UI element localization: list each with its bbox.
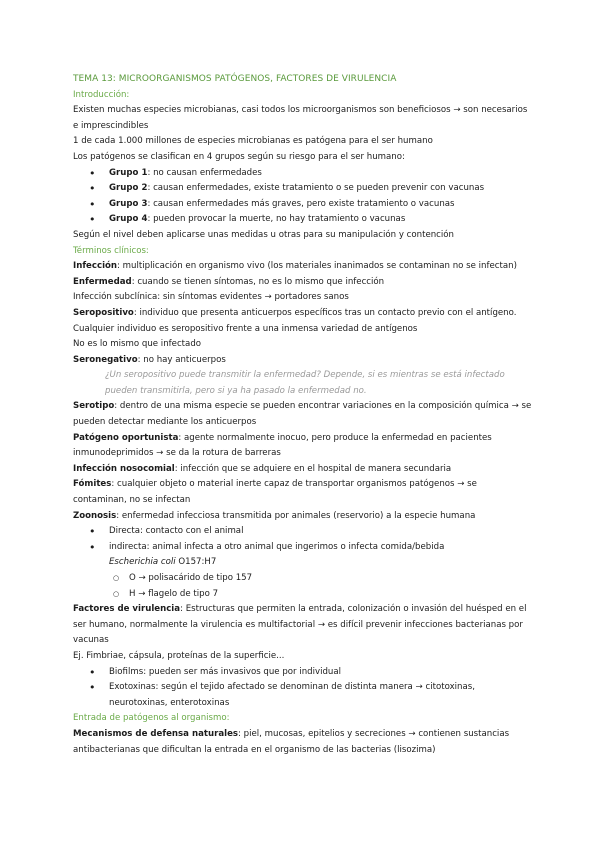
list-item: ○ O → polisacárido de tipo 157 <box>73 571 533 587</box>
intro-paragraph-4: Según el nivel deben aplicarse unas medidas u otras para su manipulación y contención <box>73 229 454 240</box>
list-item: ○ H → flagelo de tipo 7 <box>73 587 533 603</box>
list-item: • Directa: contacto con el animal <box>73 524 533 540</box>
ecoli-list <box>73 571 533 602</box>
intro-heading: Introducción: <box>73 89 130 100</box>
term-mecanismos: Mecanismos de defensa naturales: piel, mucosas, epitelios y secreciones → contienen sustancias antibacterianas que dificultan la entrada en el organismo de las bacterias (lisozima) <box>73 728 510 755</box>
examples-line: Ej. Fimbriae, cápsula, proteínas de la superficie... <box>73 650 285 661</box>
term-infeccion: Infección: multiplicación en organismo vivo (los materiales inanimados se contaminan no se infectan) <box>73 261 517 272</box>
term-enfermedad: Enfermedad: cuando se tienen síntomas, no es lo mismo que infección <box>73 276 385 287</box>
intro-paragraph-1: Existen muchas especies microbianas, casi todos los microorganismos son beneficiosos → son necesarios e imprescindibles <box>73 105 528 131</box>
term-factores-virulencia: Factores de virulencia: Estructuras que permiten la entrada, colonización o invasión del huésped en el ser humano, normalmente la virulencia es multifactorial → es difícil prevenir infecciones bacterianas por vacunas <box>73 604 527 646</box>
list-item: • Grupo 3: causan enfermedades más graves, pero existe tratamiento o vacunas <box>73 197 533 213</box>
seropositivo-paragraph-2: Cualquier individuo es seropositivo frente a una inmensa variedad de antígenos <box>73 323 418 334</box>
term-nosocomial: Infección nosocomial: infección que se adquiere en el hospital de manera secundaria <box>73 463 452 474</box>
term-oportunista: Patógeno oportunista: agente normalmente inocuo, pero produce la enfermedad en pacientes inmunodeprimidos → se da la rotura de barreras <box>73 432 492 459</box>
term-seropositivo: Seropositivo: individuo que presenta anticuerpos específicos tras un contacto previo con el antígeno. <box>73 307 517 318</box>
term-seronegativo: Seronegativo: no hay anticuerpos <box>73 354 226 365</box>
entrada-heading: Entrada de patógenos al organismo: <box>73 713 230 724</box>
term-subclinica: Infección subclínica: sin síntomas evidentes → portadores sanos <box>73 292 349 303</box>
virulence-list <box>73 665 533 712</box>
document-title: TEMA 13: MICROORGANISMOS PATÓGENOS, FACTORES DE VIRULENCIA <box>73 74 397 84</box>
term-serotipo: Serotipo: dentro de una misma especie se pueden encontrar variaciones en la composición química → se pueden detectar mediante los anticuerpos <box>73 401 532 428</box>
intro-paragraph-3: Los patógenos se clasifican en 4 grupos según su riesgo para el ser humano: <box>73 151 405 162</box>
ecoli-line: Escherichia coli O157:H7 <box>109 557 217 568</box>
zoonosis-list <box>73 524 533 555</box>
intro-paragraph-2: 1 de cada 1.000 millones de especies microbianas es patógena para el ser humano <box>73 136 433 147</box>
term-fomites: Fómites: cualquier objeto o material inerte capaz de transportar organismos patógenos → se contaminan, no se infectan <box>73 479 477 506</box>
seropositivo-note: ¿Un seropositivo puede transmitir la enfermedad? Depende, si es mientras se está infectado pueden transmitirla, pero si ya ha pasado la enfermedad no. <box>105 370 505 396</box>
list-item: • Exotoxinas: según el tejido afectado se denominan de distinta manera → citotoxinas, neurotoxinas, enterotoxinas <box>73 680 533 711</box>
list-item: • indirecta: animal infecta a otro animal que ingerimos o infecta comida/bebida <box>73 540 533 556</box>
groups-list <box>73 166 533 228</box>
list-item: • Grupo 1: no causan enfermedades <box>73 166 533 182</box>
list-item: • Grupo 4: pueden provocar la muerte, no hay tratamiento o vacunas <box>73 212 533 228</box>
terms-heading: Términos clínicos: <box>73 245 149 256</box>
seropositivo-paragraph-3: No es lo mismo que infectado <box>73 339 202 350</box>
list-item: • Biofilms: pueden ser más invasivos que por individual <box>73 665 533 681</box>
list-item: • Grupo 2: causan enfermedades, existe tratamiento o se pueden prevenir con vacunas <box>73 181 533 197</box>
term-zoonosis: Zoonosis: enfermedad infecciosa transmitida por animales (reservorio) a la especie humana <box>73 510 476 521</box>
document-page <box>73 72 533 758</box>
